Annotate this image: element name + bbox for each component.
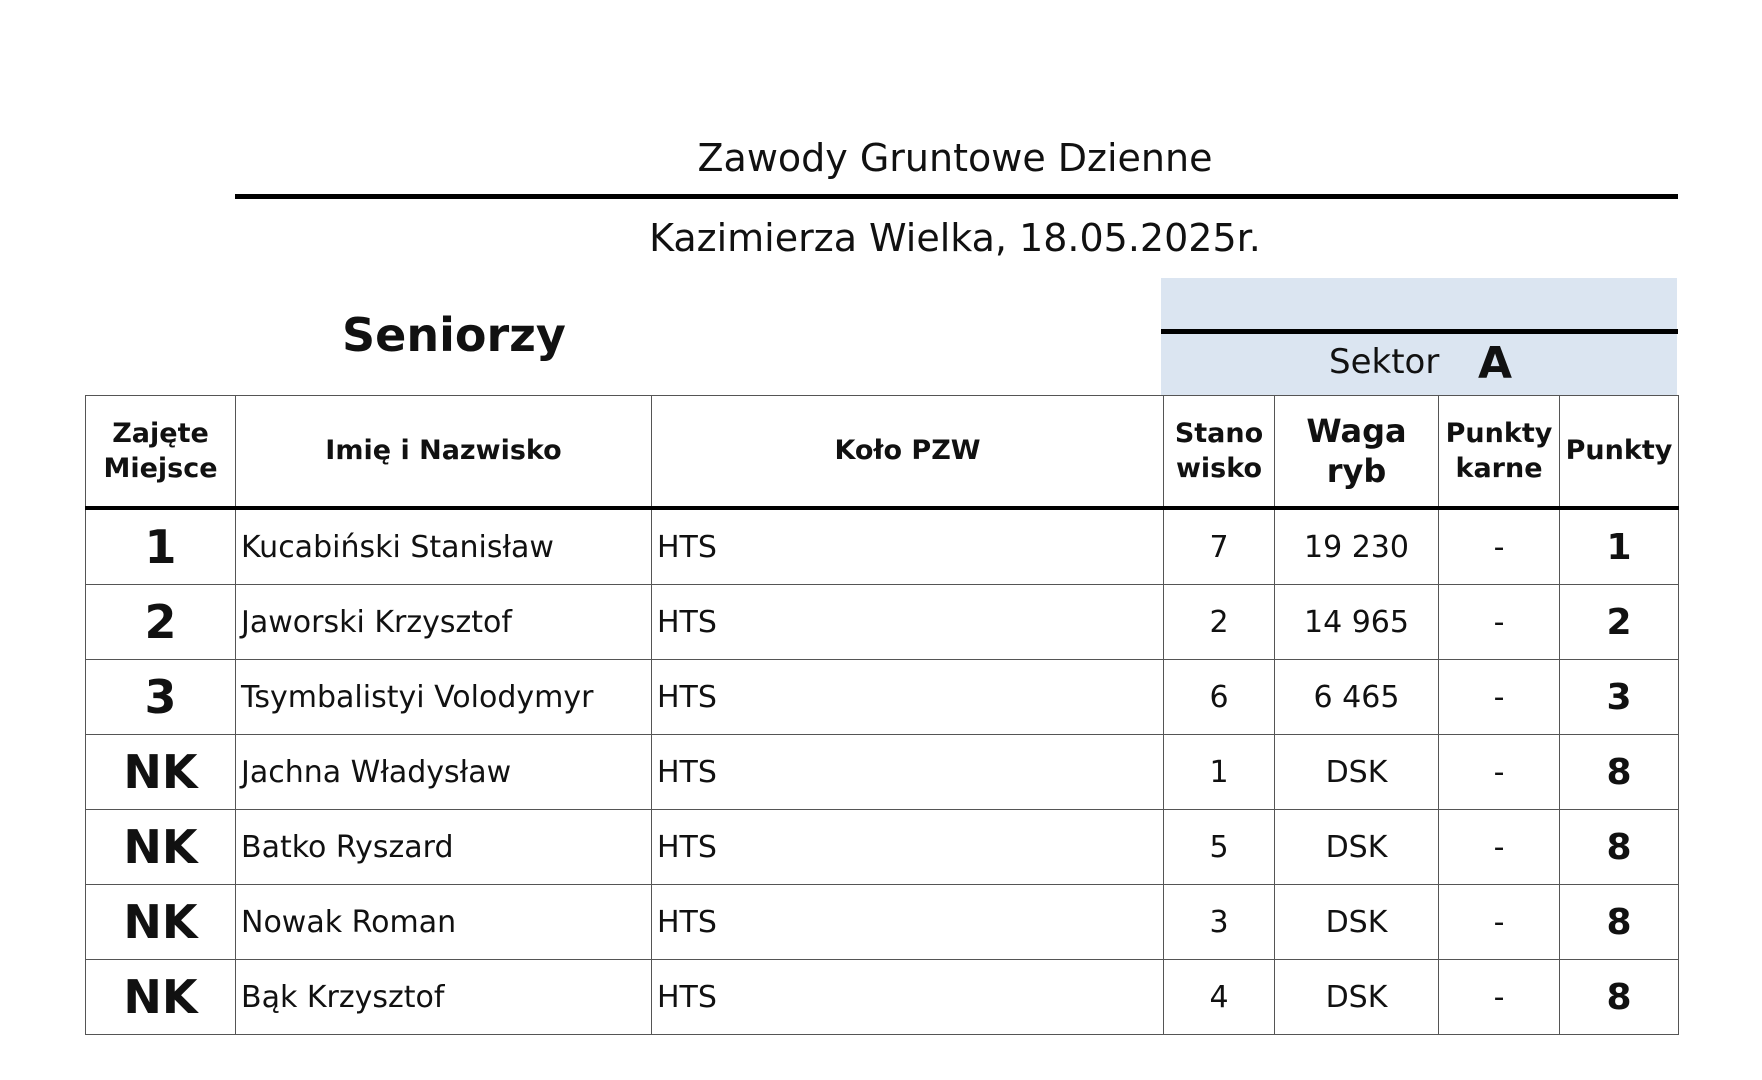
name-cell: Nowak Roman: [236, 885, 652, 960]
sector-label: Sektor: [1329, 342, 1440, 382]
name-cell: Batko Ryszard: [236, 810, 652, 885]
weight-cell: DSK: [1275, 810, 1439, 885]
club-cell: HTS: [652, 508, 1164, 585]
col-header-points: Punkty: [1560, 396, 1679, 509]
weight-cell: DSK: [1275, 960, 1439, 1035]
place-cell: NK: [86, 960, 236, 1035]
name-cell: Bąk Krzysztof: [236, 960, 652, 1035]
col-header-place-line2: Miejsce: [103, 453, 218, 484]
table-row: [86, 508, 1679, 585]
club-cell: HTS: [652, 810, 1164, 885]
place-cell: NK: [86, 810, 236, 885]
weight-cell: 14 965: [1275, 585, 1439, 660]
table-row: [86, 885, 1679, 960]
col-header-penalty-line2: karne: [1455, 453, 1543, 484]
col-header-peg-line2: wisko: [1175, 453, 1263, 484]
place-cell: 3: [86, 660, 236, 735]
col-header-weight-line2: ryb: [1326, 452, 1387, 490]
name-cell: Kucabiński Stanisław: [236, 508, 652, 585]
weight-cell: 6 465: [1275, 660, 1439, 735]
points-cell: 8: [1560, 885, 1679, 960]
club-cell: HTS: [652, 885, 1164, 960]
penalty-cell: -: [1439, 585, 1560, 660]
col-header-place: [86, 396, 236, 509]
col-header-club: Koło PZW: [652, 396, 1164, 509]
club-cell: HTS: [652, 660, 1164, 735]
col-header-penalty: [1439, 396, 1560, 509]
name-cell: Tsymbalistyi Volodymyr: [236, 660, 652, 735]
points-cell: 8: [1560, 735, 1679, 810]
col-header-penalty-line1: Punkty: [1445, 417, 1553, 449]
table-row: [86, 585, 1679, 660]
table-header-row: [86, 396, 1679, 509]
penalty-cell: -: [1439, 960, 1560, 1035]
points-cell: 8: [1560, 960, 1679, 1035]
name-cell: Jaworski Krzysztof: [236, 585, 652, 660]
peg-cell: 3: [1164, 885, 1275, 960]
points-cell: 2: [1560, 585, 1679, 660]
title-divider: [235, 194, 1678, 199]
place-cell: NK: [86, 885, 236, 960]
event-title: Zawody Gruntowe Dzienne: [697, 136, 1213, 180]
points-cell: 8: [1560, 810, 1679, 885]
weight-cell: 19 230: [1275, 508, 1439, 585]
table-row: [86, 735, 1679, 810]
table-row: [86, 960, 1679, 1035]
peg-cell: 1: [1164, 735, 1275, 810]
table-row: [86, 810, 1679, 885]
penalty-cell: -: [1439, 885, 1560, 960]
place-cell: 2: [86, 585, 236, 660]
col-header-peg-line1: Stano: [1174, 417, 1264, 449]
col-header-place-line1: Zajęte: [112, 417, 209, 449]
col-header-weight: [1275, 396, 1439, 509]
penalty-cell: -: [1439, 810, 1560, 885]
weight-cell: DSK: [1275, 735, 1439, 810]
col-header-weight-line1: Waga: [1306, 412, 1407, 450]
club-cell: HTS: [652, 960, 1164, 1035]
penalty-cell: -: [1439, 735, 1560, 810]
place-cell: 1: [86, 508, 236, 585]
club-cell: HTS: [652, 585, 1164, 660]
table-row: [86, 660, 1679, 735]
sector-letter: A: [1478, 338, 1513, 389]
club-cell: HTS: [652, 735, 1164, 810]
sector-divider: [1161, 329, 1678, 334]
place-cell: NK: [86, 735, 236, 810]
results-table: [85, 395, 1679, 1035]
penalty-cell: -: [1439, 508, 1560, 585]
col-header-peg: [1164, 396, 1275, 509]
peg-cell: 4: [1164, 960, 1275, 1035]
col-header-name: Imię i Nazwisko: [236, 396, 652, 509]
event-subtitle: Kazimierza Wielka, 18.05.2025r.: [649, 216, 1261, 260]
weight-cell: DSK: [1275, 885, 1439, 960]
points-cell: 1: [1560, 508, 1679, 585]
name-cell: Jachna Władysław: [236, 735, 652, 810]
category-heading: Seniorzy: [342, 308, 566, 362]
peg-cell: 7: [1164, 508, 1275, 585]
peg-cell: 5: [1164, 810, 1275, 885]
peg-cell: 6: [1164, 660, 1275, 735]
points-cell: 3: [1560, 660, 1679, 735]
peg-cell: 2: [1164, 585, 1275, 660]
penalty-cell: -: [1439, 660, 1560, 735]
